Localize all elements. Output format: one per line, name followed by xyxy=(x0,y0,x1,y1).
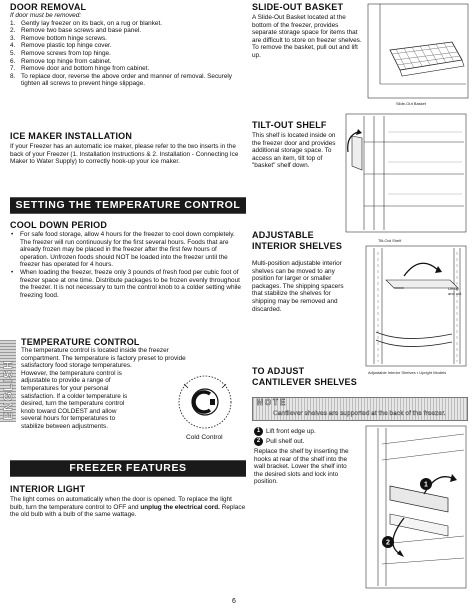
door-removal-section xyxy=(10,2,246,88)
lift-up-label: Lift up and out xyxy=(448,286,462,296)
features-banner: FREEZER FEATURES xyxy=(10,460,246,477)
cool-down-list xyxy=(10,231,246,299)
adjustable-shelves-illustration xyxy=(364,244,468,368)
page-number: 6 xyxy=(232,598,236,605)
cantilever-shelf-illustration xyxy=(364,424,468,590)
cold-control-knob-illustration xyxy=(172,372,238,432)
interior-light-text: The light comes on automatically when the door is opened. To replace the light bulb, turn the temperature control to OFF and unplug the electrical cord. Replace the old bulb with a bulb of the same wattage. xyxy=(10,496,246,519)
language-tab xyxy=(0,340,16,422)
step-2-icon: 2 xyxy=(254,437,263,446)
cantilever-step-1: 1 Lift front edge up. xyxy=(254,427,364,436)
slide-out-heading: SLIDE-OUT BASKET xyxy=(252,2,344,12)
tilt-out-shelf-illustration xyxy=(344,112,468,236)
note-box xyxy=(252,397,468,421)
ice-maker-heading: ICE MAKER INSTALLATION xyxy=(10,131,133,141)
list-item: 8. To replace door, reverse the above order and manner of removal. Securely tighten all screws to prevent hinge slippage. xyxy=(10,72,233,88)
ice-maker-text: If your Freezer has an automatic ice maker, please refer to the two inserts in the back of your Freezer (1. Installation Instructions & 2. Installation - Connecting Ice Maker to Water Supply) to correctly hook-up your ice maker. xyxy=(10,143,239,166)
door-removal-heading: DOOR REMOVAL xyxy=(10,2,87,12)
cantilever-step-2: 2 Pull shelf out. xyxy=(254,437,364,446)
list-item: 6. Remove top hinge from cabinet. xyxy=(10,57,112,65)
language-tab-label: ENGLISH xyxy=(1,359,15,420)
slide-out-text: A Slide-Out Basket located at the bottom of the freezer, provides separate storage space for items that are difficult to store on freezer shelves. To remove the basket, pull out and lift up. xyxy=(252,14,362,59)
temperature-control-text: The temperature control is located inside the freezer compartment. The temperature is factory preset to provide satisfactory food storage temperatures. However, the temperature control is adjustable to provide a range of temperatures for your personal satisfaction. If a colder temperature is desired, turn the temperature control knob toward COLDEST and allow several hours for temperatures to stabilize between adjustments. xyxy=(21,347,186,430)
door-removal-intro: If door must be removed: xyxy=(10,12,82,19)
adjustable-shelves-text: Multi-position adjustable interior shelves can be moved to any position for larger or smaller packages. The shipping spacers that stabilize the shelves for shipping may be removed and discarded. xyxy=(252,260,344,313)
temperature-banner: SETTING THE TEMPERATURE CONTROL xyxy=(10,197,246,214)
list-item: 4. Remove plastic top hinge cover. xyxy=(10,42,112,50)
list-item: 2. Remove two base screws and base panel. xyxy=(10,27,142,35)
list-item: 7. Remove door and bottom hinge from cabinet. xyxy=(10,65,150,73)
slide-out-section xyxy=(252,2,364,60)
tilt-out-section xyxy=(252,120,342,170)
cool-down-heading: COOL DOWN PERIOD xyxy=(10,220,108,230)
interior-light-section xyxy=(10,484,246,519)
list-item: • When loading the freezer, freeze only 3 pounds of fresh food per cubic foot of freezer space at one time. Distribute packages to be frozen evenly throughout the freezer. It is not necessary to turn the control knob to a colder setting while freezing food. xyxy=(11,268,241,299)
cantilever-text: Replace the shelf by inserting the hooks at rear of the shelf into the wall bracket. Lower the shelf into the desired slots and lock into position. xyxy=(254,448,349,486)
temperature-control-heading: TEMPERATURE CONTROL xyxy=(21,337,140,347)
svg-text:1: 1 xyxy=(424,481,428,489)
note-label: NOTE xyxy=(257,398,288,407)
slide-out-caption: Slide-Out Basket xyxy=(396,101,427,106)
list-item: 1. Gently lay freezer on its back, on a rug or blanket. xyxy=(10,19,163,27)
list-item: • For safe food storage, allow 4 hours for the freezer to cool down completely. The freezer will run continuously for the first several hours. Foods that are already frozen may be placed in the freezer after the first few hours of operation. Unfrozen foods should NOT be loaded into the freezer until the freezer has operated for 4 hours. xyxy=(11,231,235,269)
svg-text:2: 2 xyxy=(386,539,390,547)
tilt-out-text: This shelf is located inside on the freezer door and provides additional storage space. To access an item, tilt top of "basket" shelf down. xyxy=(252,132,336,170)
adjustable-shelves-heading: ADJUSTABLE INTERIOR SHELVES xyxy=(252,230,343,251)
adjustable-shelves-caption: Adjustable Interior Shelves • Upright Models xyxy=(368,370,447,375)
cantilever-section xyxy=(252,366,362,388)
slide-out-basket-illustration xyxy=(366,2,470,100)
door-removal-steps xyxy=(10,20,246,88)
list-item: 5. Remove screws from top hinge. xyxy=(10,49,111,57)
list-item: 3. Remove bottom hinge screws. xyxy=(10,34,107,42)
adjustable-shelves-section xyxy=(252,230,352,313)
tilt-out-heading: TILT-OUT SHELF xyxy=(252,120,327,130)
cool-down-section xyxy=(10,220,246,299)
cantilever-steps xyxy=(254,427,364,486)
tilt-out-caption: Tilt-Out Shelf xyxy=(378,238,402,243)
ice-maker-section xyxy=(10,131,246,166)
step-1-icon: 1 xyxy=(254,427,263,436)
note-text: Cantilever shelves are supported at the back of the freezer. xyxy=(273,410,446,417)
interior-light-heading: INTERIOR LIGHT xyxy=(10,484,86,494)
cold-control-caption: Cold Control xyxy=(186,434,223,441)
cantilever-heading: TO ADJUST CANTILEVER SHELVES xyxy=(252,366,357,387)
